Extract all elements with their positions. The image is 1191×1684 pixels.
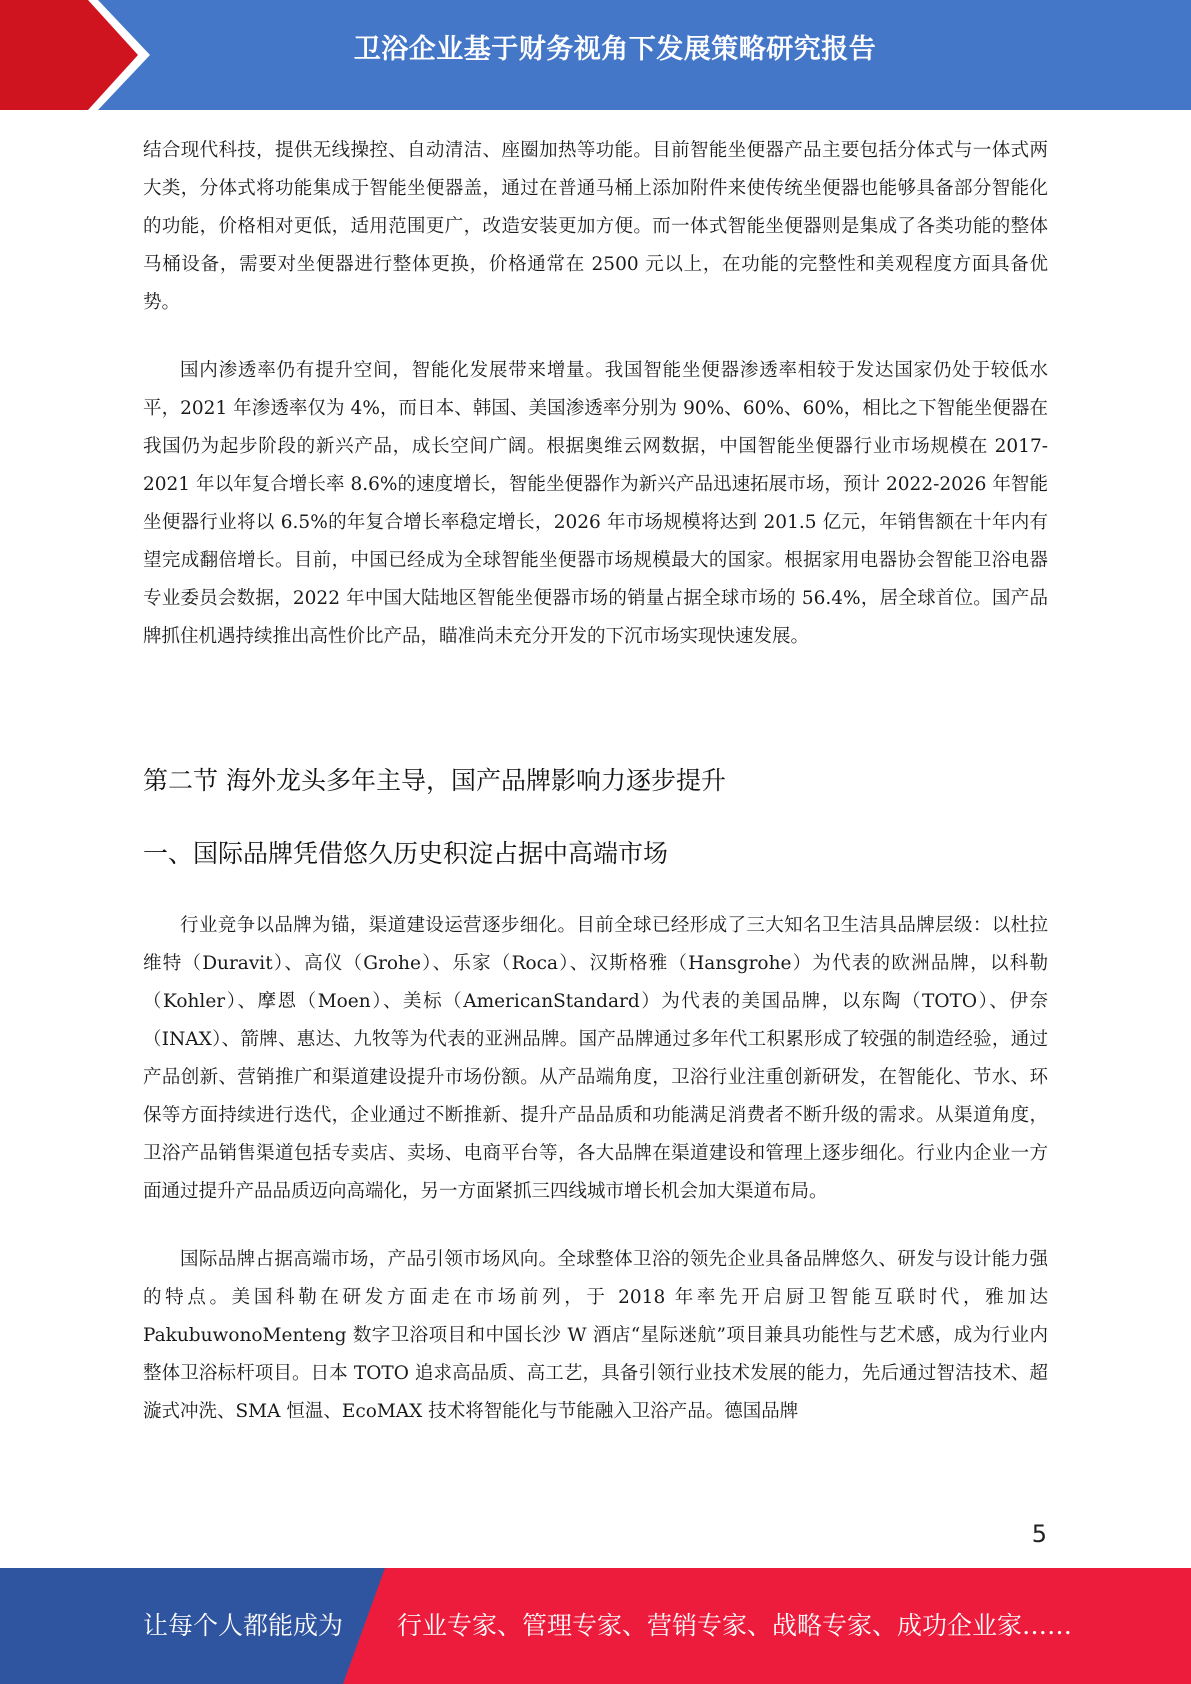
page-number: 5 [1031,1520,1047,1548]
page-footer [0,1568,1191,1684]
section-spacer [143,686,1048,761]
page-header [0,0,1191,110]
paragraph-smart-toilet-types: 结合现代科技，提供无线操控、自动清洁、座圈加热等功能。目前智能坐便器产品主要包括分体式与一体式两大类，分体式将功能集成于智能坐便器盖，通过在普通马桶上添加附件来使传统坐便器也能够具备部分智能化的功能，价格相对更低，适用范围更广，改造安装更加方便。而一体式智能坐便器则是集成了各类功能的整体马桶设备，需要对坐便器进行整体更换，价格通常在 2500 元以上，在功能的完整性和美观程度方面具备优势。 [143,140,1048,313]
section-title: 第二节 海外龙头多年主导，国产品牌影响力逐步提升 [143,766,726,795]
paragraph-brand-competition: 行业竞争以品牌为锚，渠道建设运营逐步细化。目前全球已经形成了三大知名卫生洁具品牌层级：以杜拉维特（Duravit）、高仪（Grohe）、乐家（Roca）、汉斯格雅（Hansgrohe）为代表的欧洲品牌，以科勒（Kohler）、摩恩（Moen）、美标（AmericanStandard）为代表的美国品牌，以东陶（TOTO）、伊奈（INAX）、箭牌、惠达、九牧等为代表的亚洲品牌。国产品牌通过多年代工积累形成了较强的制造经验，通过产品创新、营销推广和渠道建设提升市场份额。从产品端角度，卫浴行业注重创新研发，在智能化、节水、环保等方面持续进行迭代，企业通过不断推新、提升产品品质和功能满足消费者不断升级的需求。从渠道角度，卫浴产品销售渠道包括专卖店、卖场、电商平台等，各大品牌在渠道建设和管理上逐步细化。行业内企业一方面通过提升产品品质迈向高端化，另一方面紧抓三四线城市增长机会加大渠道布局。 [143,915,1048,1202]
footer-slogan-left: 让每个人都能成为 [143,1611,344,1640]
paragraph-international-brands: 国际品牌占据高端市场，产品引领市场风向。全球整体卫浴的领先企业具备品牌悠久、研发与设计能力强的特点。美国科勒在研发方面走在市场前列，于 2018 年率先开启厨卫智能互联时代，雅加达 PakubuwonoMenteng 数字卫浴项目和中国长沙 W 酒店“星际迷航”项目兼具功能性与艺术感，成为行业内整体卫浴标杆项目。日本 TOTO 追求高品质、高工艺，具备引领行业技术发展的能力，先后通过智洁技术、超漩式冲洗、SMA 恒温、EcoMAX 技术将智能化与节能融入卫浴产品。德国品牌 [143,1249,1048,1422]
paragraph-penetration-rate: 国内渗透率仍有提升空间，智能化发展带来增量。我国智能坐便器渗透率相较于发达国家仍处于较低水平，2021 年渗透率仅为 4%，而日本、韩国、美国渗透率分别为 90%、60%、60%，相比之下智能坐便器在我国仍为起步阶段的新兴产品，成长空间广阔。根据奥维云网数据，中国智能坐便器行业市场规模在 2017-2021 年以年复合增长率 8.6%的速度增长，智能坐便器作为新兴产品迅速拓展市场，预计 2022-2026 年智能坐便器行业将以 6.5%的年复合增长率稳定增长，2026 年市场规模将达到 201.5 亿元，年销售额在十年内有望完成翻倍增长。目前，中国已经成为全球智能坐便器市场规模最大的国家。根据家用电器协会智能卫浴电器专业委员会数据，2022 年中国大陆地区智能坐便器市场的销量占据全球市场的 56.4%，居全球首位。国产品牌抓住机遇持续推出高性价比产品，瞄准尚未充分开发的下沉市场实现快速发展。 [143,360,1048,647]
subsection-title: 一、国际品牌凭借悠久历史积淀占据中高端市场 [143,839,669,868]
header-arrow-icon [0,0,160,110]
footer-slogan-right: 行业专家、管理专家、营销专家、战略专家、成功企业家…… [397,1611,1073,1640]
report-title: 卫浴企业基于财务视角下发展策略研究报告 [353,34,877,65]
page-content [143,132,1048,1461]
